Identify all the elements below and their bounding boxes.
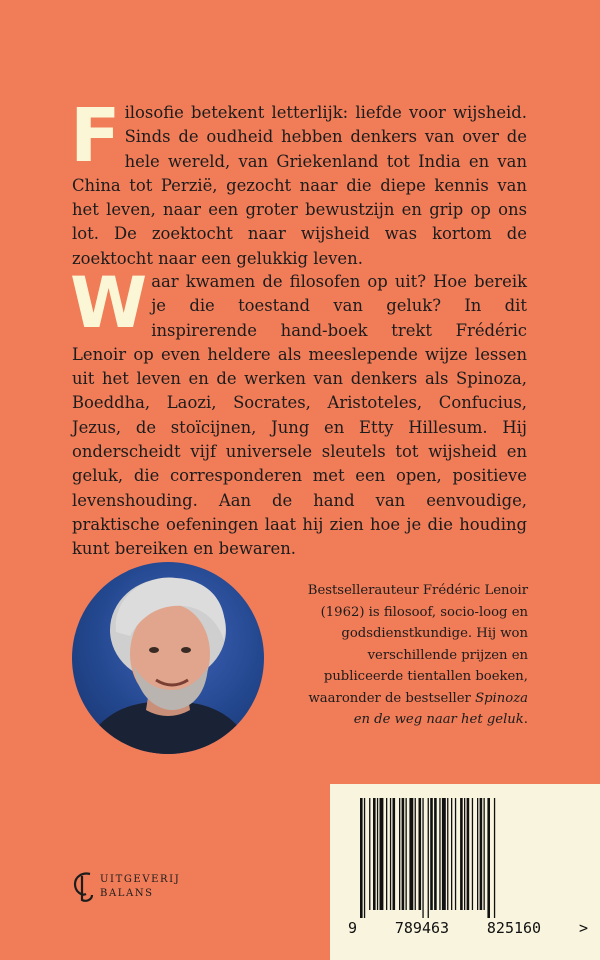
intro-paragraph [70,93,527,271]
publisher-logo [70,870,180,904]
barcode-bar [422,798,423,918]
barcode-bar [455,798,456,910]
description-paragraph-text: aar kwamen de filosofen op uit? Hoe bereik je die toestand van geluk? In dit inspirerende hand-boek trekt Frédéric Lenoir op even heldere als meeslepende wijze lessen uit het leven en de werken van denkers als Spinoza, Boeddha, Laozi, Socrates, Aristoteles, Confucius, Jezus, de stoïcijnen, Jung en Etty Hillesum. Hij onderscheidt vijf universele sleutels tot wijsheid en geluk, die corresponderen met een open, positieve levenshouding. Aan de hand van eenvoudige, praktische oefeningen laat hij zien hoe je die houding kunt bereiken en bewaren. [72,272,527,559]
isbn-digit-group-2: 789463 [394,919,450,937]
barcode-bar [386,798,387,910]
barcode-bar [415,798,416,910]
barcode-panel [330,784,600,960]
barcode-bar [399,798,400,910]
dropcap-w: W [70,262,148,344]
barcode-bar [360,798,363,918]
author-photo [72,562,264,754]
barcode-bar [460,798,463,910]
barcode-bar [439,798,440,910]
barcode-bar [428,798,429,918]
author-bio-end: . [523,712,528,727]
intro-paragraph-text: ilosofie betekent letterlijk: liefde voor wijsheid. Sinds de oudheid hebben denkers van over de hele wereld, van Griekenland tot India en van China tot Perzië, gezocht naar die diepe kennis van het leven, naar een groter bewustzijn en grip op ons lot. De zoektocht naar wijsheid was kortom de zoektocht naar een gelukkig leven. [72,103,527,268]
isbn-digit-group-4: > [578,919,588,937]
publisher-name [100,873,180,901]
barcode-bar [373,798,376,910]
barcode-bar [434,798,437,910]
barcode-bar [480,798,483,910]
barcode-bar [467,798,470,910]
barcode-bar [430,798,433,910]
barcode-bar [390,798,391,910]
barcode-bar [494,798,495,918]
barcode-bar [406,798,407,910]
author-portrait-illustration [72,562,264,754]
barcode-bar [364,798,365,918]
publisher-logo-icon [70,870,96,904]
book-title: Spinoza en de weg naar het geluk [353,690,528,727]
isbn-digit-group-3: 825160 [486,919,542,937]
isbn-barcode [360,798,580,918]
barcode-bar [409,798,413,910]
author-bio-text: Bestsellerauteur Frédéric Lenoir (1962) is filosoof, socio-loog en godsdienstkundige. Hij won verschillende prijzen en publiceerde tientallen boeken, waaronder de bestseller [307,583,528,706]
description-paragraph [70,262,527,562]
barcode-bar [442,798,446,910]
publisher-name-line1: UITGEVERIJ [100,874,181,885]
barcode-bar [380,798,384,910]
barcode-bar [451,798,452,910]
barcode-bar [369,798,370,910]
barcode-bar [377,798,378,910]
barcode-bar [477,798,478,910]
isbn-digit-group-1: 9 [348,919,358,937]
barcode-bar [464,798,465,910]
barcode-bar [487,798,490,918]
barcode-bar [484,798,485,910]
barcode-bar [447,798,448,910]
isbn-digits [348,919,588,937]
barcode-bar [402,798,405,910]
dropcap-f: F [70,93,121,179]
barcode-bar [393,798,396,910]
author-bio [300,580,528,731]
publisher-name-line2: BALANS [100,888,154,899]
barcode-bar [419,798,422,910]
barcode-bar [472,798,473,910]
